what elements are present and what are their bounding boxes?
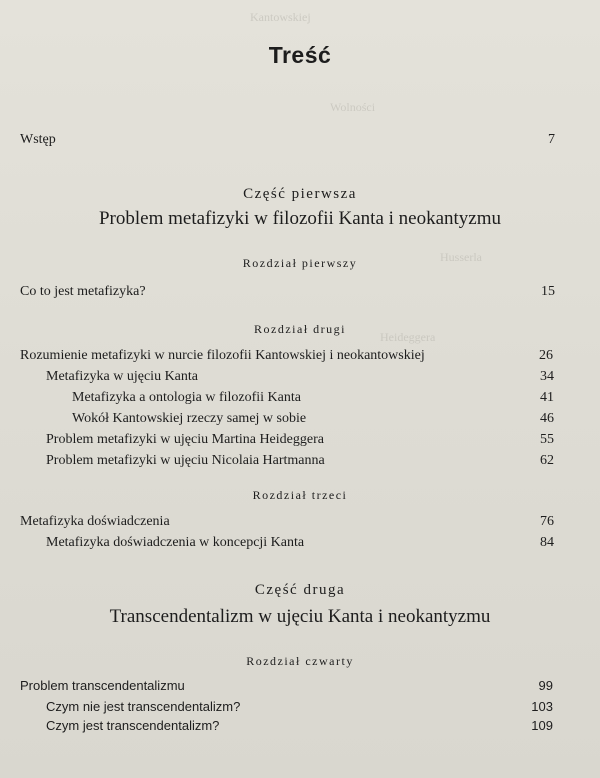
toc-page-number: 62	[540, 453, 554, 468]
toc-entry-label: Metafizyka doświadczenia w koncepcji Kanta	[46, 535, 305, 550]
toc-page-number: 26	[539, 348, 553, 363]
bleed-through-text: Heideggera	[380, 330, 436, 344]
toc-entry-label: Problem metafizyki w ujęciu Martina Heideggera	[46, 432, 324, 447]
leader-dots	[226, 676, 531, 696]
toc-entry-label: Wstęp	[20, 132, 56, 147]
toc-entry[interactable]	[46, 697, 553, 717]
toc-entry[interactable]	[46, 716, 553, 736]
toc-entry-label: Rozumienie metafizyki w nurcie filozofii Kantowskiej i neokantowskiej	[20, 348, 425, 363]
leader-dots	[82, 130, 537, 150]
toc-entry-label: Metafizyka doświadczenia	[20, 514, 170, 529]
toc-page-number: 76	[540, 514, 554, 529]
leader-dots	[220, 282, 533, 302]
part-label: Część druga	[254, 582, 346, 598]
page-title: Treść	[268, 42, 332, 68]
chapter-label: Rozdział czwarty	[246, 654, 354, 668]
toc-entry-intro[interactable]	[20, 130, 555, 150]
toc-page-number: 41	[540, 390, 554, 405]
leader-dots	[214, 512, 530, 532]
leader-dots	[348, 388, 530, 408]
toc-entry[interactable]	[46, 451, 554, 471]
toc-entry[interactable]	[20, 676, 553, 696]
bleed-through-text: Wolności	[330, 100, 376, 114]
toc-entry-label: Problem metafizyki w ujęciu Nicolaia Hartmanna	[46, 453, 325, 468]
toc-page-number: 109	[531, 718, 553, 733]
toc-entry[interactable]	[46, 367, 554, 387]
toc-entry-label: Metafizyka w ujęciu Kanta	[46, 369, 198, 384]
toc-entry[interactable]	[20, 282, 555, 302]
chapter-label: Rozdział drugi	[254, 322, 346, 336]
toc-entry[interactable]	[46, 430, 554, 450]
part-title: Transcendentalizm w ujęciu Kanta i neokantyzmu	[109, 606, 491, 627]
toc-page-number: 46	[540, 411, 554, 426]
leader-dots	[338, 409, 530, 429]
leader-dots	[278, 697, 523, 717]
toc-entry-label: Czym nie jest transcendentalizm?	[46, 699, 241, 714]
toc-entry[interactable]	[46, 533, 554, 553]
bleed-through-text: Husserla	[440, 250, 482, 264]
toc-entry-label: Wokół Kantowskiej rzeczy samej w sobie	[72, 411, 307, 426]
toc-entry[interactable]	[72, 388, 554, 408]
toc-entry[interactable]	[20, 346, 553, 366]
leader-dots	[432, 451, 530, 471]
toc-page-number: 99	[538, 678, 553, 693]
leader-dots	[374, 533, 530, 553]
toc-page-number: 7	[548, 132, 555, 147]
leader-dots	[256, 367, 530, 387]
toc-entry-label: Problem transcendentalizmu	[20, 678, 185, 693]
toc-entry-label: Co to jest metafizyka?	[20, 284, 146, 299]
chapter-label: Rozdział trzeci	[252, 488, 348, 502]
leader-dots	[430, 430, 530, 450]
toc-entry-label: Metafizyka a ontologia w filozofii Kanta	[72, 390, 301, 405]
toc-entry[interactable]	[20, 512, 554, 532]
toc-entry[interactable]	[72, 409, 554, 429]
leader-dots	[254, 716, 523, 736]
toc-page-number: 55	[540, 432, 554, 447]
part-title: Problem metafizyki w filozofii Kanta i neokantyzmu	[98, 208, 502, 229]
toc-entry-label: Czym jest transcendentalizm?	[46, 718, 220, 733]
toc-page-number: 84	[540, 535, 554, 550]
bleed-through-text: Kantowskiej	[250, 10, 311, 24]
toc-page-number: 15	[541, 284, 555, 299]
toc-page-number: 34	[540, 369, 554, 384]
part-label: Część pierwsza	[243, 186, 357, 202]
chapter-label: Rozdział pierwszy	[242, 256, 358, 270]
toc-page-number: 103	[531, 699, 553, 714]
